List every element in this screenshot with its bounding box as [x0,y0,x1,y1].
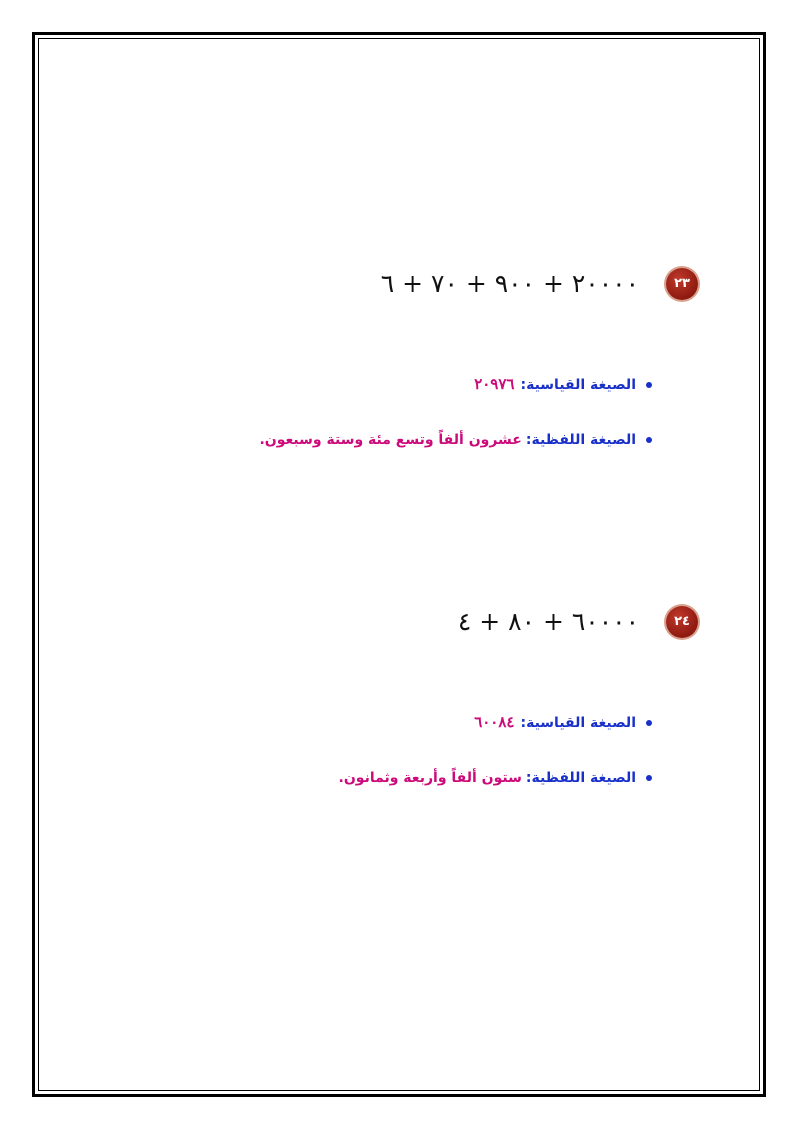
bullet-icon [646,775,652,781]
bullet-icon [646,720,652,726]
standard-form-line [474,372,652,396]
standard-form-label: الصيغة القياسية: [520,377,636,393]
problem-number-badge: ٢٤ [666,606,698,638]
standard-form-value: ٢٠٩٧٦ [474,375,515,393]
problem-number-badge: ٢٣ [666,268,698,300]
bullet-icon [646,382,652,388]
expanded-form-expression: ٦٠٠٠٠ + ٨٠ + ٤ [457,607,639,636]
word-form-label: الصيغة اللفظية: [525,432,636,448]
expanded-form-expression: ٢٠٠٠٠ + ٩٠٠ + ٧٠ + ٦ [380,269,639,298]
word-form-value: عشرون ألفاً وتسع مئة وستة وسبعون. [259,432,522,448]
word-form-value: ستون ألفاً وأربعة وثمانون. [338,770,522,786]
standard-form-value: ٦٠٠٨٤ [474,713,515,731]
standard-form-line [474,710,652,734]
problem-24 [0,606,800,1066]
word-form-line [339,766,652,790]
word-form-line [259,428,652,452]
bullet-icon [646,437,652,443]
standard-form-label: الصيغة القياسية: [520,715,636,731]
word-form-label: الصيغة اللفظية: [525,770,636,786]
